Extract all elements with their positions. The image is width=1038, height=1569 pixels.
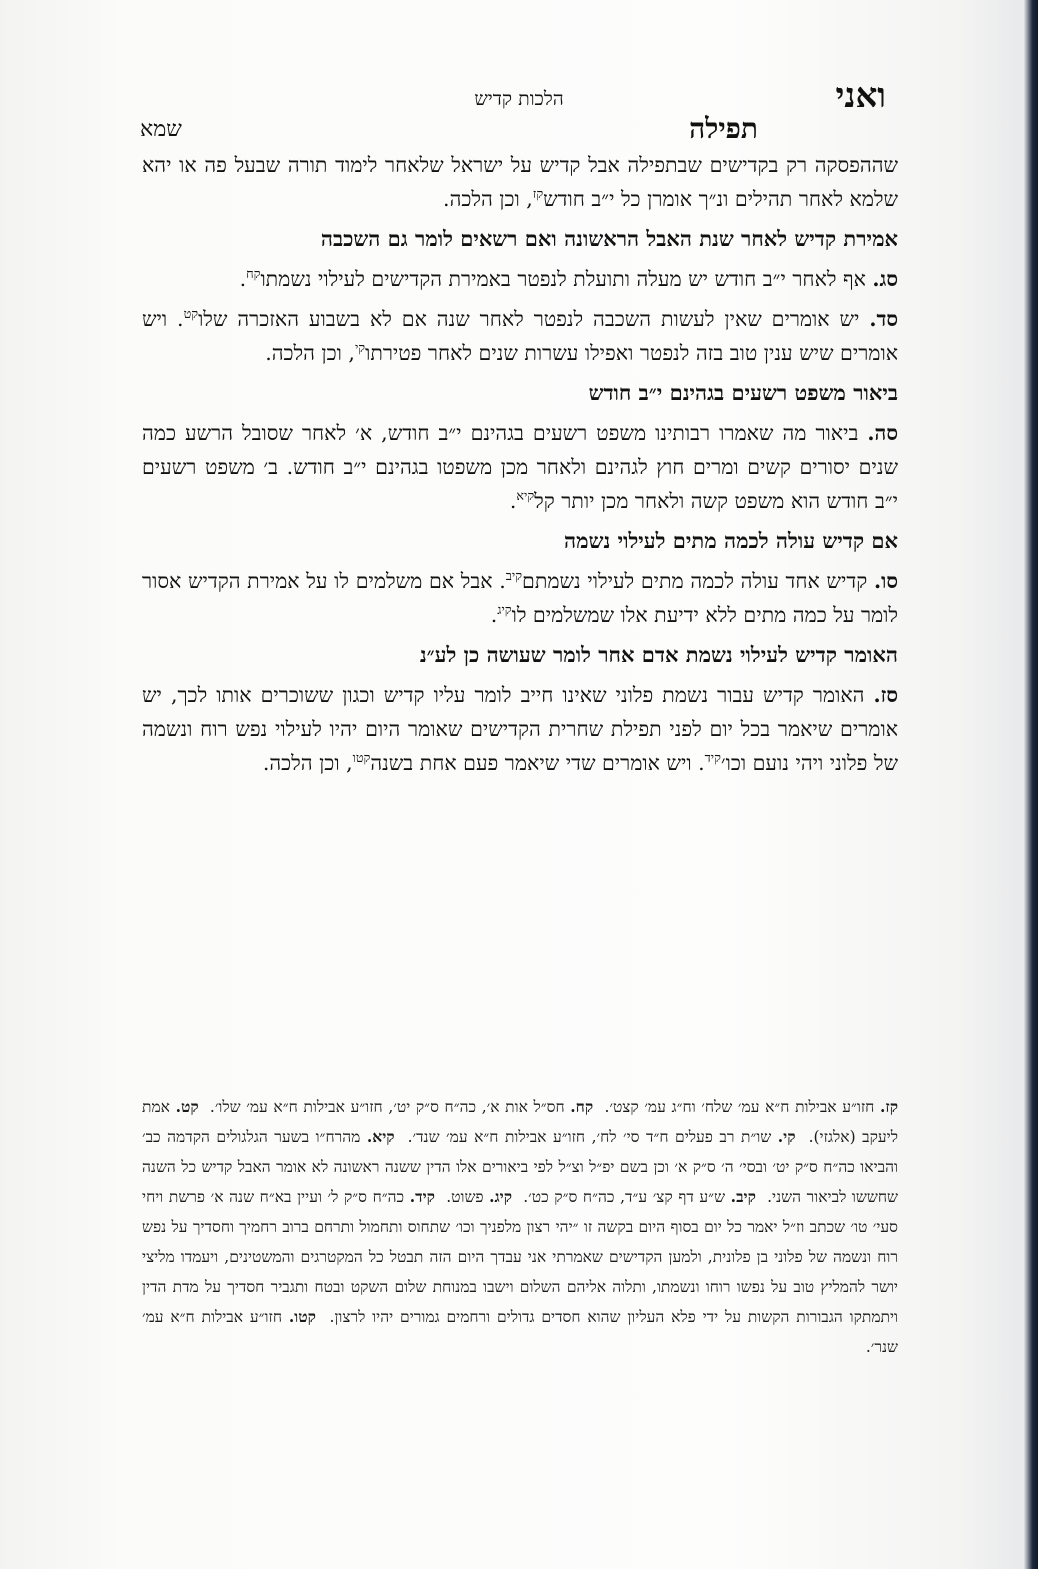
paragraph-continued: שההפסקה רק בקדישים שבתפילה אבל קדיש על ישראל שלאחר לימוד תורה שבעל פה או יהא שלמא לאחר תהילים ונ״ך אומרן כל י״ב חודש$^{קז}$, וכן הלכה. [142,153,898,211]
footnote-ref: קטו [352,750,371,766]
paragraph-66: סו. קדיש אחד עולה לכמה מתים לעילוי נשמתם$^{קיב}$. אבל אם משלמים לו על אמירת הקדיש אסור לומר על כמה מתים ללא ידיעת אלו שמשלמים לו$^{קיג}$. [142,568,898,627]
chapter-title: הלכות קדיש [474,88,564,110]
footnote-ref: קיא [516,488,535,504]
section-heading: האומר קדיש לעילוי נשמת אדם אחר לומר שעושה כן לע״נ [419,642,898,667]
footnote-label: קט. [175,1097,199,1116]
footnote-ref: קי [354,340,366,356]
paragraph-number: סג. [872,267,898,291]
footnotes [142,1092,898,1492]
page-header [140,76,898,146]
section-title: תפילה [689,112,758,145]
footnote-label: קי. [777,1127,796,1146]
footnote-label: קיג. [489,1187,513,1206]
footnote-text: קז. חזו״ע אבילות ח״א עמ׳ שלח׳ וח״ג עמ׳ קצט׳. קח. חס״ל אות א׳, כה״ח ס״ק יט׳, חזו״ע אבילות ח״א עמ׳ שלו׳. קט. אמת ליעקב (אלגזי). קי. שו״ת רב פעלים ח״ד סי׳ לח׳, חזו״ע אבילות ח״א עמ׳ שנד׳. קיא. מהרח״ו בשער הגלגולים הקדמה כב׳ והביאו כה״ח ס״ק יט׳ ובסי׳ ה׳ ס״ק א׳ וכן בשם יפ״ל וצ״ל לפי ביאורים אלו הדין ששנה ראשונה לא אומר האבל קדיש כל השנה שחששו לביאור השני. קיב. ש״ע דף קצ׳ ע״ד, כה״ח ס״ק כט׳. קיג. פשוט. קיד. כה״ח ס״ק ל׳ ועיין בא״ח שנה א׳ פרשת ויחי סעי׳ טו׳ שכתב וז״ל יאמר כל יום בסוף היום בקשה זו ״יהי רצון מלפניך וכו׳ שתחוס ותחמול ותרחם ברוב רחמיך וחסדיך על נפש רוח ונשמה של פלוני בן פלונית, ולמען הקדישים שאמרתי אני עבדך היום הזה תבטל כל המקטרגים והמשטינים, ויעמדו מליצי יושר להמליץ טוב על נפשו רוחו ונשמתו, ותלוה אליהם השלום וישבו במנוחת שלום השקט ובטח ותגביר חסדיך על מדת הדין ויתמתקו הגבורות הקשות על ידי פלא העליון שהוא חסדים גדולים ורחמים גמורים יהיו לרצון. קטו. חזו״ע אבילות ח״א עמ׳ שנר׳. [142,1097,898,1356]
paragraph-65: סה. ביאור מה שאמרו רבותינו משפט רשעים בגהינם י״ב חודש, א׳ לאחר שסובל הרשע כמה שנים יסורים קשים ומרים חוץ לגהינם ולאחר מכן משפטו בגהינם י״ב חודש. ב׳ משפט רשעים י״ב חודש הוא משפט קשה ולאחר מכן יותר קל$^{קיא}$. [142,421,898,513]
footnote-ref: קז [532,186,544,202]
book-title: ואני [835,76,886,116]
paragraph-number: סו. [873,569,898,593]
footnote-label: קטו. [288,1307,316,1326]
paragraph-64: סד. יש אומרים שאין לעשות השכבה לנפטר לאחר שנה אם לא בשבוע האזכרה שלו$^{קט}$. ויש אומרים שיש ענין טוב בזה לנפטר ואפילו עשרות שנים לאחר פטירתו$^{קי}$, וכן הלכה. [142,306,898,365]
paragraph-63: סג. אף לאחר י״ב חודש יש מעלה ותועלת לנפטר באמירת הקדישים לעילוי נשמתו$^{קח}$. [239,266,898,291]
page-number: שמא [140,117,182,142]
footnote-ref: קט [183,306,199,322]
section-heading: אם קדיש עולה לכמה מתים לעילוי נשמה [564,528,898,553]
footnote-label: קיב. [730,1187,756,1206]
footnote-label: קיא. [366,1127,395,1146]
paragraph-number: סד. [869,307,898,331]
footnote-ref: קיג [497,602,512,618]
paragraph-67: סז. האומר קדיש עבור נשמת פלוני שאינו חייב לומר עליו קדיש וכגון ששוכרים אותו לכך, יש אומרים שיאמר בכל יום לפני תפילת שחרית הקדישים שאומר היום יהיו לעילוי נפש רוח ונשמה של פלוני ויהי נועם וכו׳$^{קיד}$. ויש אומרים שדי שיאמר פעם אחת בשנה$^{קטו}$, וכן הלכה. [142,683,898,775]
paragraph-number: סז. [873,683,898,707]
footnote-ref: קח [246,266,261,282]
book-spine [1024,0,1038,1569]
section-heading: אמירת קדיש לאחר שנת האבל הראשונה ואם רשאים לומר גם השכבה [320,226,898,251]
footnote-label: קח. [570,1097,594,1116]
footnote-label: קיד. [409,1187,435,1206]
main-text [142,148,898,1060]
section-heading: ביאור משפט רשעים בגהינם י״ב חודש [588,380,898,405]
footnote-ref: קיב [505,568,523,584]
paragraph-number: סה. [867,421,898,445]
footnote-ref: קיד [704,750,721,766]
footnote-label: קז. [880,1097,898,1116]
